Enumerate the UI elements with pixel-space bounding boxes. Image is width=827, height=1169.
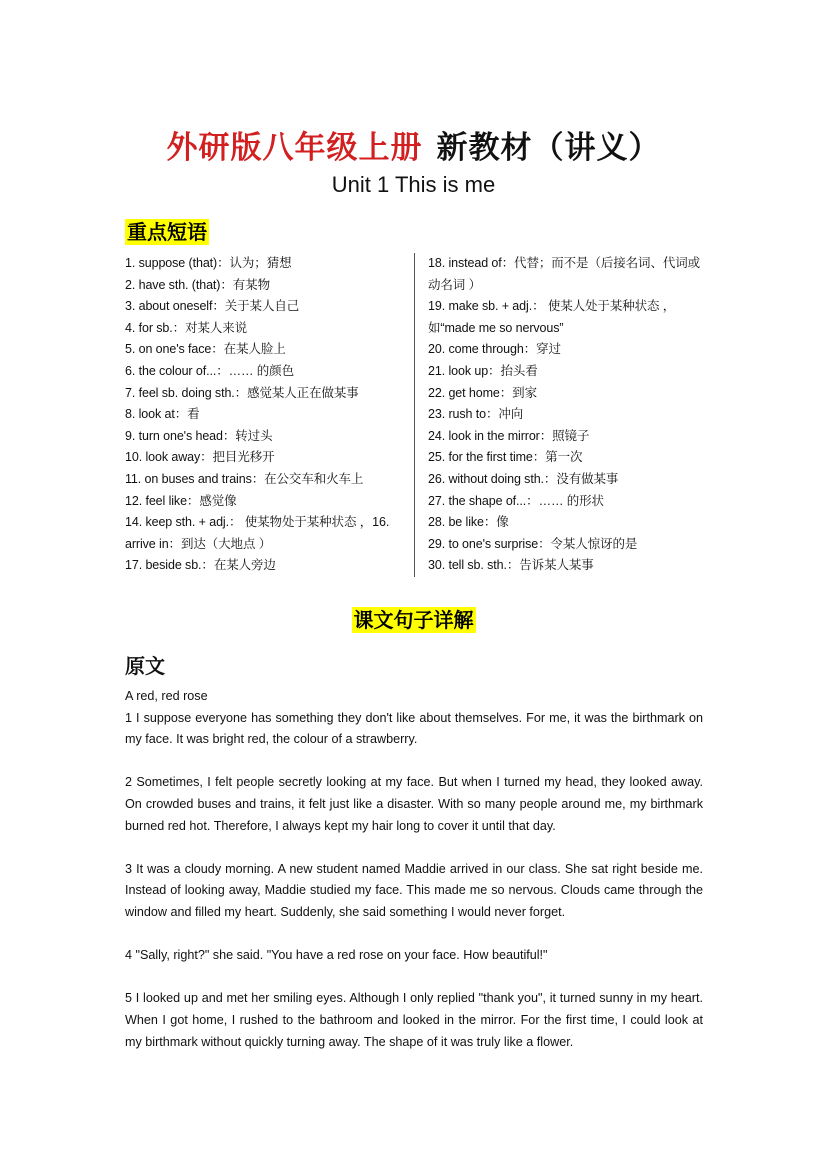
phrase-item: 21. look up：抬头看 [428,363,538,378]
passage-title: A red, red rose [125,689,208,703]
passage-paragraph: 4 "Sally, right?" she said. "You have a red rose on your face. How beautiful!" [125,948,548,963]
phrase-item: 3. about oneself：关于某人自己 [125,299,300,314]
phrase-item: 2. have sth. (that)：有某物 [125,277,270,292]
phrase-item: 25. for the first time：第一次 [428,450,583,465]
phrase-item: 4. for sb.：对某人来说 [125,320,248,335]
phrase-item: 27. the shape of...：…… 的形状 [428,493,604,508]
phrase-item: 18. instead of：代替；而不是（后接名词、代词或动名词 ） [428,256,701,292]
passage-paragraph: 3 It was a cloudy morning. A new student named Maddie arrived in our class. She sat right beside me. Instead of looking away, Maddie studied my face. This made me so nervous. Clouds came through the window and filled my heart. Suddenly, she said something I would never forget. [125,861,703,919]
phrase-item: 12. feel like：感觉像 [125,493,237,508]
phrase-item: 6. the colour of...：…… 的颜色 [125,363,294,378]
passage-paragraph: 5 I looked up and met her smiling eyes. Although I only replied "thank you", it turned sunny in my heart. When I got home, I rushed to the bathroom and looked in the mirror. For the first time, I could look at my birthmark without quickly turning away. The shape of it was truly like a flower. [125,991,703,1049]
phrase-item: 24. look in the mirror：照镜子 [428,428,590,443]
phrase-item: 22. get home：到家 [428,385,537,400]
phrase-item: 20. come through：穿过 [428,342,561,357]
key-phrases-label: 重点短语 [127,220,207,244]
phrase-list-right [428,253,706,577]
document-title [0,122,827,167]
phrase-item: 19. make sb. + adj.： 使某人处于某种状态 ，如“made me so nervous” [428,299,676,335]
phrase-item: 11. on buses and trains：在公交车和火车上 [125,471,364,486]
phrase-item: 10. look away：把目光移开 [125,450,275,465]
passage-paragraph: 1 I suppose everyone has something they don't like about themselves. For me, it was the birthmark on my face. It was bright red, the colour of a strawberry. [125,710,703,747]
column-divider [414,253,415,577]
phrase-item: 5. on one's face：在某人脸上 [125,342,286,357]
phrase-item: 9. turn one's head：转过头 [125,428,273,443]
phrase-item: 1. suppose (that)：认为；猜想 [125,256,292,270]
passage [125,686,703,1053]
section-heading-sentences [0,604,827,633]
title-publisher: 外研版八年级上册 [166,130,423,166]
sentences-label: 课文句子详解 [353,608,474,632]
phrase-item: 14. keep sth. + adj.： 使某物处于某种状态 ，16. arrive in：到达（大地点 ） [125,515,390,551]
phrase-item: 7. feel sb. doing sth.：感觉某人正在做某事 [125,385,359,400]
phrase-item: 30. tell sb. sth.：告诉某人某事 [428,558,594,573]
title-subtitle: 新教材（讲义） [436,130,661,166]
unit-title: Unit 1 This is me [331,172,496,197]
phrase-item: 26. without doing sth.：没有做某事 [428,471,619,486]
passage-paragraph: 2 Sometimes, I felt people secretly looking at my face. But when I turned my head, they looked away. On crowded buses and trains, it felt just like a disaster. With so many people around me, my birthmark burned red hot. Therefore, I always kept my hair long to cover it until that day. [125,775,703,833]
original-text-heading: 原文 [125,654,165,678]
section-heading-key-phrases [125,216,209,245]
phrase-item: 23. rush to：冲向 [428,407,524,422]
phrase-item: 28. be like：像 [428,515,509,530]
phrase-item: 8. look at：看 [125,407,200,422]
phrase-list-left [125,253,403,577]
phrase-item: 17. beside sb.：在某人旁边 [125,558,276,573]
phrase-item: 29. to one's surprise：令某人惊讶的是 [428,536,638,551]
